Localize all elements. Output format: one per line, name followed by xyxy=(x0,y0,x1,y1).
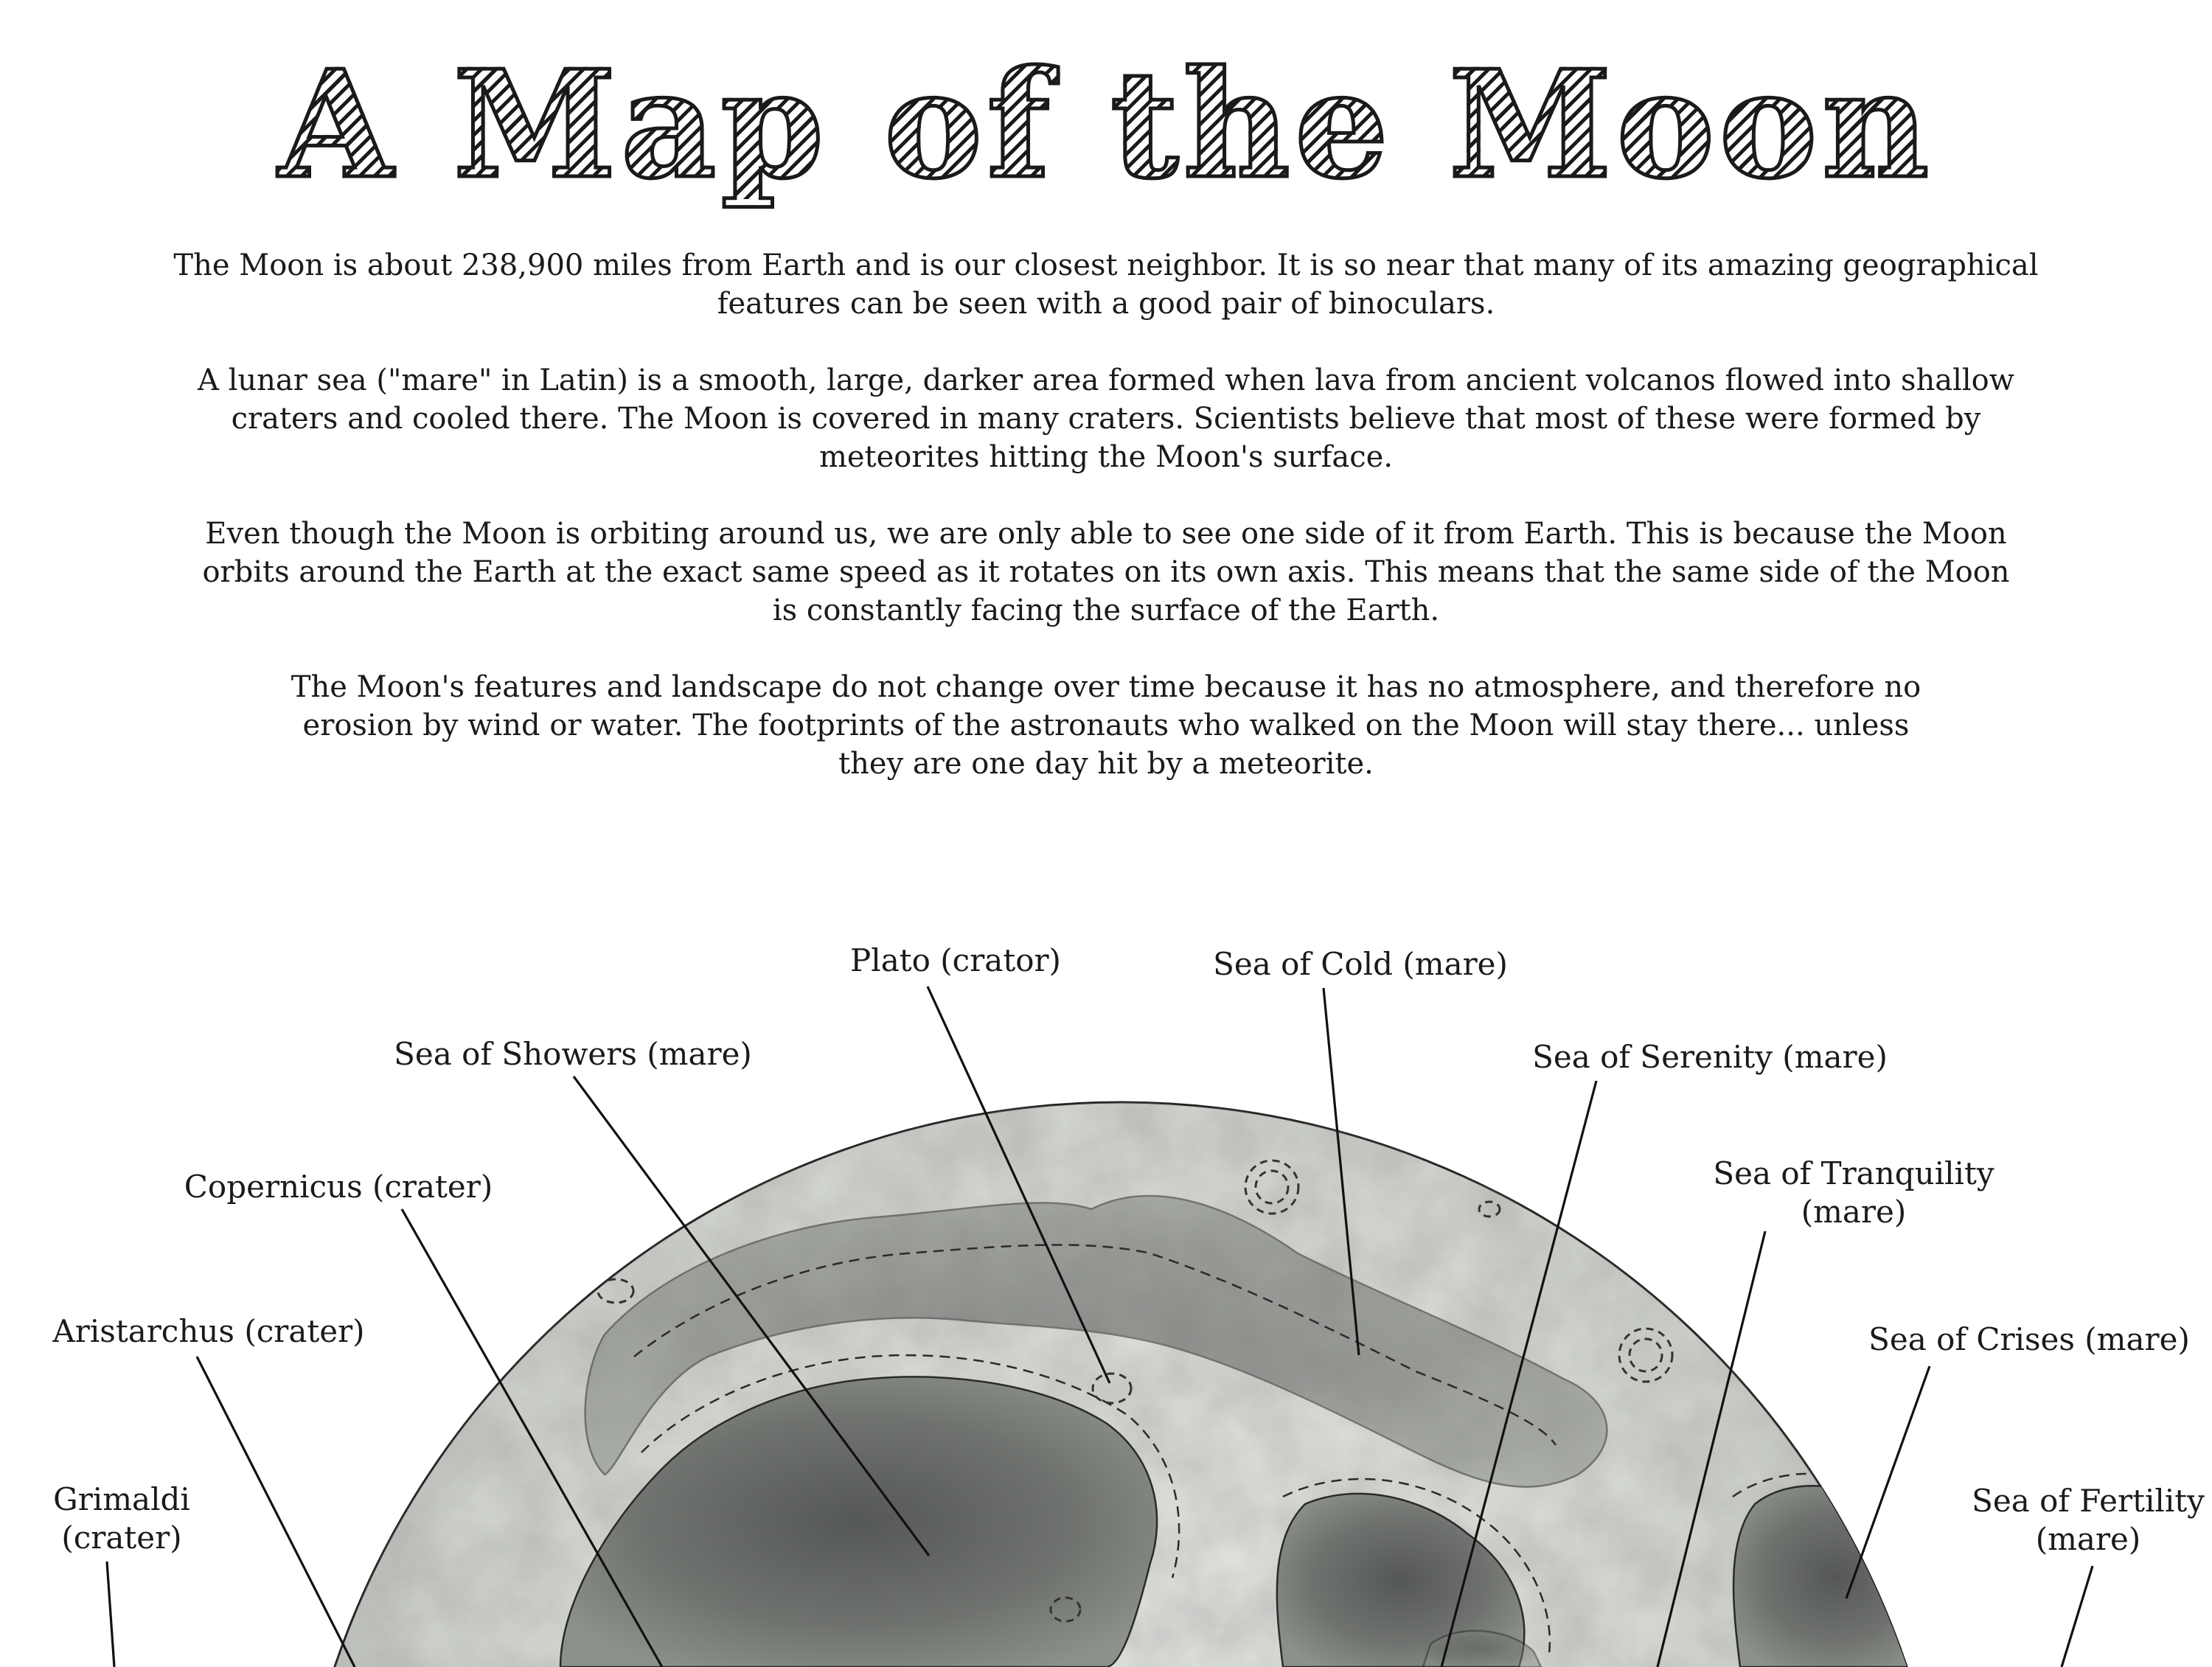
page-title: A Map of the Moon xyxy=(0,52,2212,199)
label-sea-of-crises: Sea of Crises (mare) xyxy=(1868,1321,2190,1357)
label-sea-of-tranquility-line1: Sea of Tranquility xyxy=(1713,1155,1994,1191)
label-sea-of-fertility-line1: Sea of Fertility xyxy=(1972,1483,2205,1519)
label-copernicus: Copernicus (crater) xyxy=(184,1169,493,1205)
label-grimaldi-line1: Grimaldi xyxy=(53,1481,190,1517)
intro-paragraph-no-erosion: The Moon's features and landscape do not change over time because it has no atmosphere, and therefore no erosion by wind or water. The footprints of the astronauts who walked on the Moon will stay there... unless they are one day hit by a meteorite. xyxy=(291,670,1921,781)
intro-paragraph-distance: The Moon is about 238,900 miles from Earth and is our closest neighbor. It is so near that many of its amazing geographical features can be seen with a good pair of binoculars. xyxy=(173,248,2039,321)
intro-paragraph-lunar-sea: A lunar sea ("mare" in Latin) is a smooth, large, darker area formed when lava from ancient volcanos flowed into shallow craters and cooled there. The Moon is covered in many craters. Scientists believe that most of these were formed by meteorites hitting the Moon's surface. xyxy=(198,363,2014,474)
label-plato: Plato (crator) xyxy=(850,942,1061,978)
label-sea-of-fertility-line2: (mare) xyxy=(2035,1521,2141,1557)
sea-of-crises-region xyxy=(1733,1486,1938,1667)
intro-paragraph-rotation: Even though the Moon is orbiting around us, we are only able to see one side of it from Earth. This is because the Moon orbits around the Earth at the exact same speed as it rotates on its own axis. This means that the same side of the Moon is constantly facing the surface of the Earth. xyxy=(202,517,2010,627)
label-sea-of-cold: Sea of Cold (mare) xyxy=(1213,946,1508,982)
leader-aristarchus xyxy=(197,1357,355,1667)
leader-sea-of-fertility xyxy=(2062,1566,2093,1667)
leader-grimaldi xyxy=(107,1562,114,1667)
label-sea-of-tranquility-line2: (mare) xyxy=(1801,1194,1907,1230)
label-sea-of-showers: Sea of Showers (mare) xyxy=(394,1036,752,1072)
label-grimaldi-line2: (crater) xyxy=(61,1520,182,1556)
leader-sea-of-crises xyxy=(1846,1366,1930,1598)
label-sea-of-serenity: Sea of Serenity (mare) xyxy=(1532,1039,1888,1075)
label-aristarchus: Aristarchus (crater) xyxy=(52,1313,365,1349)
